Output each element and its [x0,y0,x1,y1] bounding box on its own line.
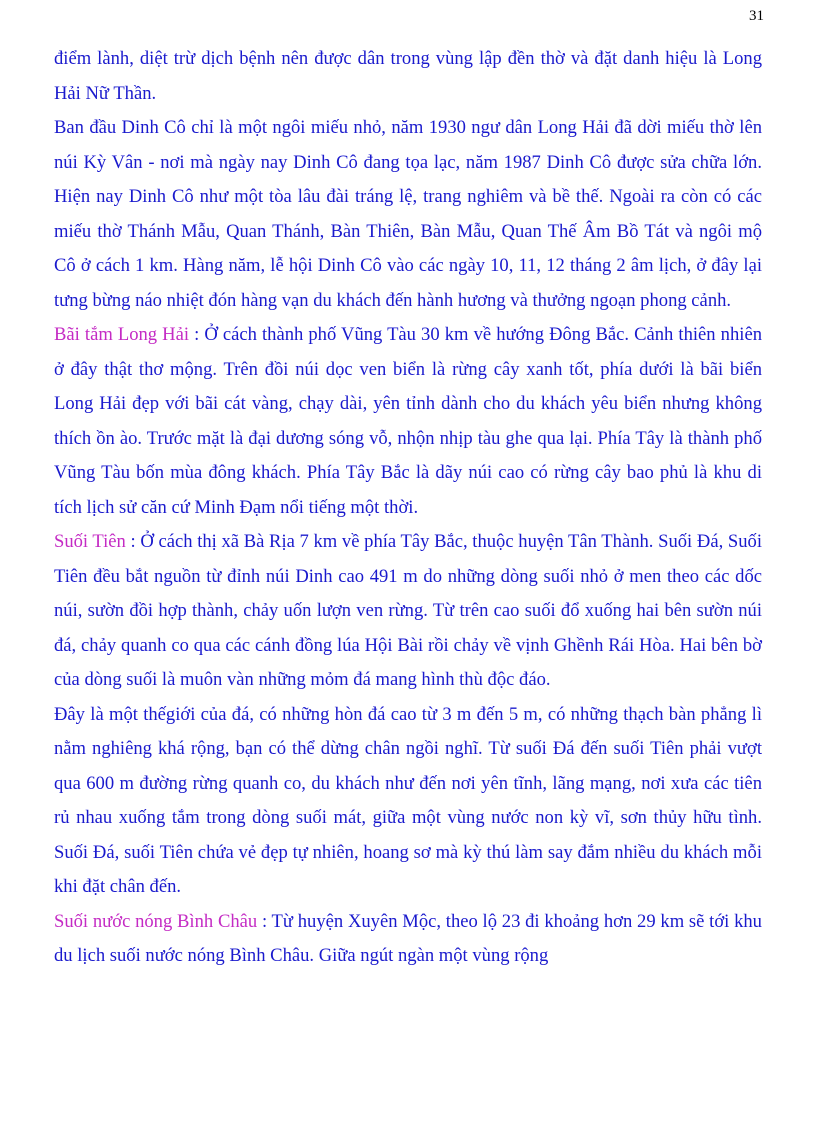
paragraph-text: : Từ huyện Xuyên Mộc, theo lộ 23 đi khoảng hơn 29 km sẽ tới khu du lịch suối nước nóng Bình Châu. Giữa ngút ngàn một vùng rộng [54,910,762,966]
paragraph-text: Đây là một thếgiới của đá, có những hòn đá cao từ 3 m đến 5 m, có những thạch bàn phẳng lì nằm nghiêng khá rộng, bạn có thể dừng chân ngồi nghĩ. Từ suối Đá đến suối Tiên phải vượt qua 600 m đường rừng quanh co, du khách như đến nơi yên tĩnh, lãng mạng, nơi xưa các tiên rủ nhau xuống tắm trong dòng suối mát, giữa một vùng nước non kỳ vĩ, sơn thủy hữu tình. Suối Đá, suối Tiên chứa vẻ đẹp tự nhiên, hoang sơ mà kỳ thú làm say đắm nhiều du khách mỗi khi đặt chân đến. [54,703,762,897]
section-heading: Suối Tiên [54,531,126,552]
paragraph-suoi-nuoc-nong-binh-chau [54,905,762,974]
paragraph-bai-tam-long-hai [54,318,762,525]
paragraph [54,698,762,905]
document-body [54,42,762,974]
section-heading: Bãi tắm Long Hải [54,324,190,345]
paragraph-suoi-tien [54,525,762,698]
paragraph-text: : Ở cách thành phố Vũng Tàu 30 km về hướng Đông Bắc. Cảnh thiên nhiên ở đây thật thơ mộng. Trên đồi núi dọc ven biển là rừng cây xanh tốt, phía dưới là bãi biển Long Hải đẹp với bãi cát vàng, chạy dài, yên tỉnh dành cho du khách yêu biển nhưng không thích ồn ào. Trước mặt là đại dương sóng vỗ, nhộn nhịp tàu ghe qua lại. Phía Tây là thành phố Vũng Tàu bốn mùa đông khách. Phía Tây Bắc là dãy núi cao có rừng cây bao phủ là khu di tích lịch sử căn cứ Minh Đạm nổi tiếng một thời. [54,324,762,518]
paragraph-text: Ban đầu Dinh Cô chỉ là một ngôi miếu nhỏ, năm 1930 ngư dân Long Hải đã dời miếu thờ lên núi Kỳ Vân - nơi mà ngày nay Dinh Cô đang tọa lạc, năm 1987 Dinh Cô được sửa chữa lớn. Hiện nay Dinh Cô như một tòa lâu đài tráng lệ, trang nghiêm và bề thế. Ngoài ra còn có các miếu thờ Thánh Mẫu, Quan Thánh, Bàn Thiên, Bàn Mẫu, Quan Thế Âm Bồ Tát và ngôi mộ Cô ở cách 1 km. Hàng năm, lễ hội Dinh Cô vào các ngày 10, 11, 12 tháng 2 âm lịch, ở đây lại tưng bừng náo nhiệt đón hàng vạn du khách đến hành hương và thưởng ngoạn phong cảnh. [54,117,762,311]
section-heading: Suối nước nóng Bình Châu [54,910,258,932]
paragraph-text: điểm lành, diệt trừ dịch bệnh nên được dân trong vùng lập đền thờ và đặt danh hiệu là Long Hải Nữ Thần. [54,48,762,104]
page-number: 31 [749,8,764,24]
paragraph-text: : Ở cách thị xã Bà Rịa 7 km về phía Tây Bắc, thuộc huyện Tân Thành. Suối Đá, Suối Tiên đều bắt nguồn từ đỉnh núi Dinh cao 491 m do những dòng suối nhỏ ở men theo các dốc núi, sườn đồi hợp thành, chảy uốn lượn ven rừng. Từ trên cao suối đổ xuống hai bên sườn núi đá, chảy quanh co qua các cánh đồng lúa Hội Bài rồi chảy về vịnh Ghềnh Rái Hòa. Hai bên bờ của dòng suối là muôn vàn những mỏm đá mang hình thù độc đáo. [54,531,762,690]
paragraph [54,42,762,111]
paragraph [54,111,762,318]
